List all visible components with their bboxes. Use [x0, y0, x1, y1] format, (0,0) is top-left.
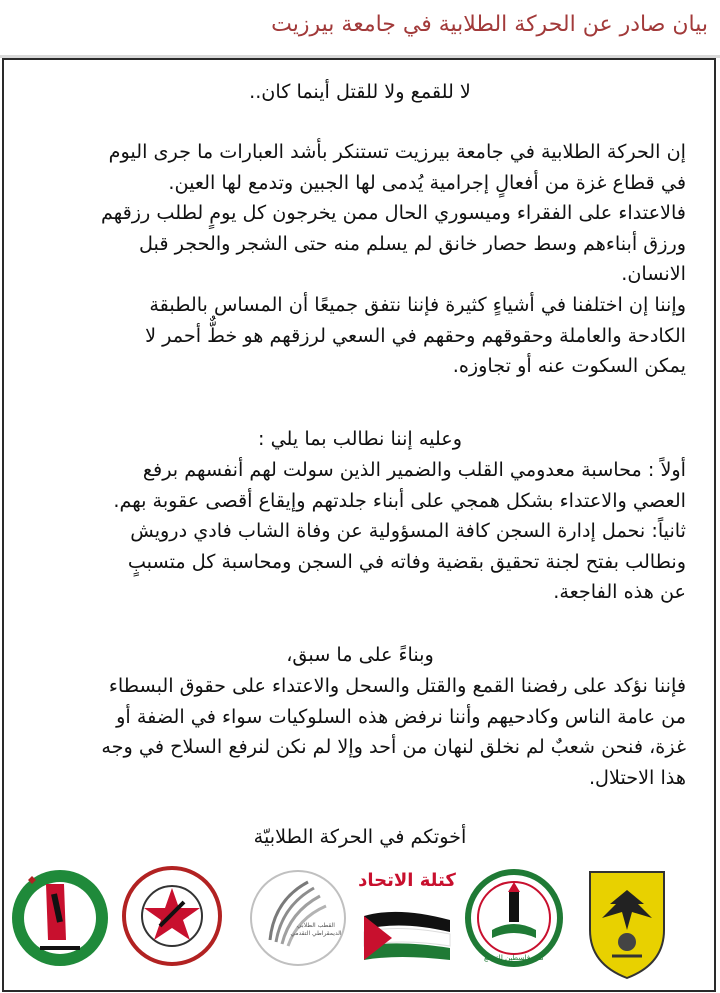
- student-unity-bloc-logo: [120, 860, 224, 980]
- text-line: وبناءً على ما سبق،: [286, 643, 434, 666]
- text-line: إن الحركة الطلابية في جامعة بيرزيت تستنكر بأشد العبارات ما جرى اليوم: [108, 140, 686, 163]
- demand-line: عن هذه الفاجعة.: [553, 580, 686, 603]
- conclusion-paragraph: [36, 671, 686, 793]
- islamic-bloc-logo: [582, 860, 672, 980]
- text-line: ورزق أبناءهم وسط حصار خانق لم يسلم منه حتى الشجر والحجر قبل: [139, 231, 686, 255]
- union-bloc-logo: [358, 860, 456, 980]
- logo-caption: كتلة فلسطين للتجمع: [484, 954, 544, 962]
- text-line: هذا الاحتلال.: [588, 765, 686, 789]
- text-line: الكادحة والعاملة وحقوقهم وحقهم في السعي لرزقهم هو خطٌّ أحمر لا: [145, 323, 686, 347]
- text-line: من عامة الناس وكادحيهم وأننا نرفض هذه السلوكيات سواء في الضفة أو: [116, 704, 686, 728]
- unity-paragraph: [36, 290, 686, 382]
- demand-line: العصي والاعتداء بشكل همجي على أبناء جلدتهم وإيقاع أقصى عقوبة بهم.: [113, 488, 686, 512]
- democratic-pole-logo: [248, 860, 348, 980]
- intro-paragraph: [36, 137, 686, 290]
- signature: [150, 822, 570, 853]
- slogan: [150, 77, 570, 108]
- slogan-line: لا للقمع ولا للقتل أينما كان..: [249, 80, 471, 103]
- text-line: وعليه إننا نطالب بما يلي :: [258, 427, 462, 450]
- demands-list: [36, 455, 686, 608]
- text-line: في قطاع غزة من أفعالٍ إجرامية يُدمى لها الجبين وتدمع لها العين.: [168, 170, 686, 194]
- text-line: وإننا إن اختلفنا في أشياءٍ كثيرة فإننا نتفق جميعًا أن المساس بالطبقة: [149, 293, 686, 316]
- text-line: غزة، فنحن شعبٌ لم نخلق لنهان من أحد وإلا لم نكن لنرفع السلاح في وجه: [101, 735, 686, 758]
- palestine-bloc-logo: [464, 860, 564, 980]
- based-on-line: [150, 640, 570, 671]
- page-header: [0, 0, 720, 58]
- logo-caption: كتلة الاتحاد: [358, 870, 456, 891]
- demand-line: ثانياً: نحمل إدارة السجن كافة المسؤولية عن وفاة الشاب فادي درويش: [130, 519, 686, 542]
- text-line: فإننا نؤكد على رفضنا القمع والقتل والسحل والاعتداء على حقوق البسطاء: [108, 674, 686, 697]
- signature-line: أخوتكم في الحركة الطلابيّة: [253, 825, 467, 848]
- statement-title: بيان صادر عن الحركة الطلابية في جامعة بيرزيت: [271, 12, 708, 37]
- progressive-front-logo: [10, 860, 110, 980]
- faction-logos: [0, 860, 720, 985]
- logo-caption: القطب الطلابي الديمقراطي التقدمي: [290, 922, 342, 937]
- demand-line: أولاً : محاسبة معدومي القلب والضمير الذين سولت لهم أنفسهم برفع: [142, 458, 686, 481]
- text-line: يمكن السكوت عنه أو تجاوزه.: [452, 354, 686, 377]
- text-line: فالاعتداء على الفقراء وميسوري الحال ممن يخرجون كل يومٍ لطلب رزقهم: [101, 201, 686, 224]
- demands-intro: [150, 424, 570, 455]
- text-line: الانسان.: [621, 262, 686, 285]
- demand-line: ونطالب بفتح لجنة تحقيق بقضية وفاته في السجن ومحاسبة كل متسببٍ: [127, 549, 686, 573]
